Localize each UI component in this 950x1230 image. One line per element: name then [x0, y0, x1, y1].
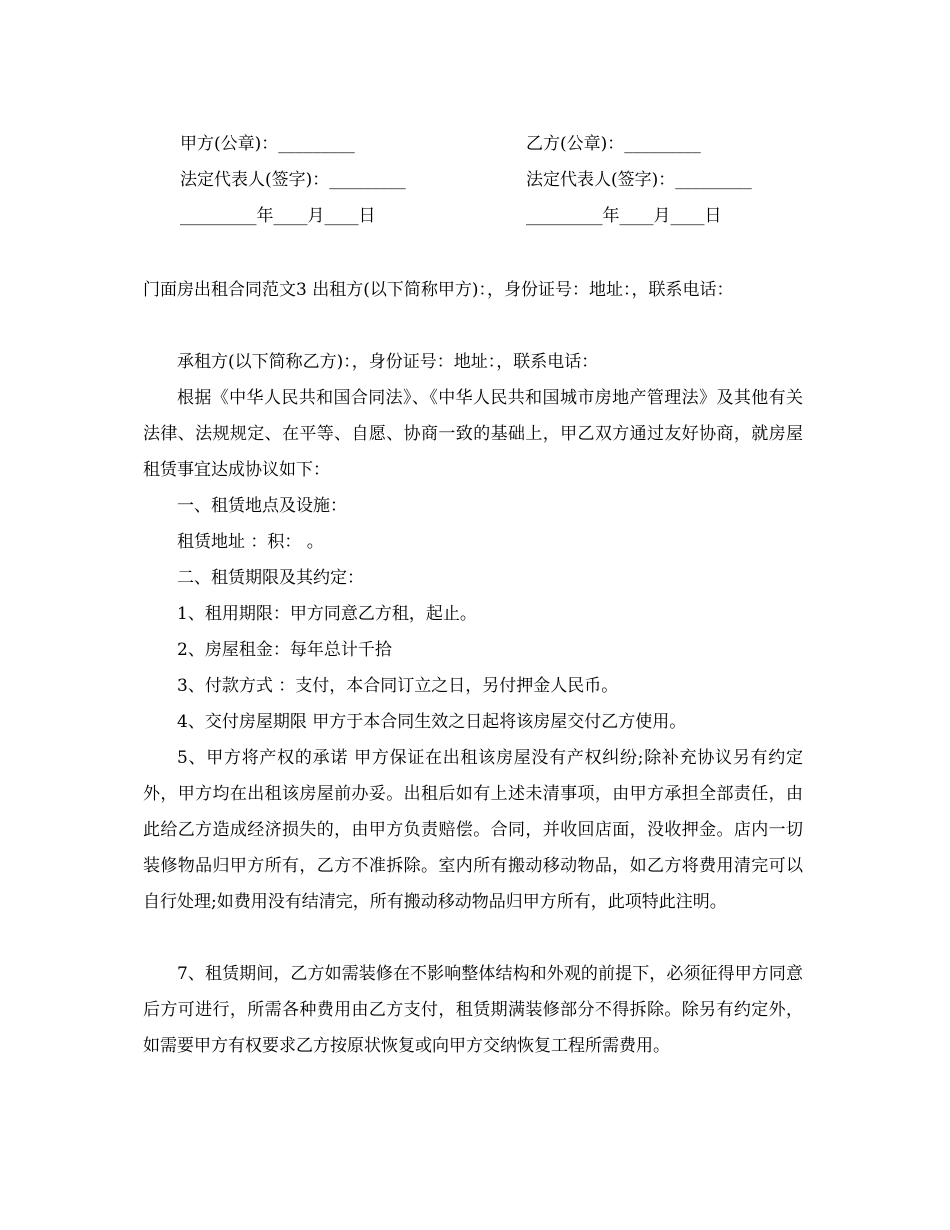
item-2: 2、房屋租金：每年总计千拾 — [177, 640, 392, 660]
lessee-line: 承租方(以下简称乙方)：，身份证号：地址：，联系电话： — [177, 352, 599, 372]
party-a-date: _________年____月____日 — [180, 206, 376, 226]
item-1: 1、租用期限：甲方同意乙方租，起止。 — [177, 604, 477, 624]
item-7: 7、租赁期间，乙方如需装修在不影响整体结构和外观的前提下，必须征得甲方同意后方可进行，所需各种费用由乙方支付，租赁期满装修部分不得拆除。除另有约定外，如需要甲方有权要求乙方按原状恢复或向甲方交纳恢复工程所需费用。 — [143, 964, 803, 1056]
party-b-representative: 法定代表人(签字)：_________ — [526, 170, 752, 190]
party-b-date: _________年____月____日 — [526, 206, 722, 226]
section1-heading: 一、租赁地点及设施： — [177, 496, 347, 516]
item-3: 3、付款方式 ：支付，本合同订立之日，另付押金人民币。 — [177, 676, 619, 696]
party-b-seal: 乙方(公章)：_________ — [526, 134, 701, 154]
section2-heading: 二、租赁期限及其约定： — [177, 568, 364, 588]
item-4: 4、交付房屋期限 甲方于本合同生效之日起将该房屋交付乙方使用。 — [177, 712, 687, 732]
section1-address: 租赁地址 ：积： 。 — [177, 532, 324, 552]
party-a-seal: 甲方(公章)：_________ — [180, 134, 355, 154]
item-5: 5、甲方将产权的承诺 甲方保证在出租该房屋没有产权纠纷;除补充协议另有约定外，甲方均在出租该房屋前办妥。出租后如有上述未清事项，由甲方承担全部责任，由此给乙方造成经济损失的，由甲方负责赔偿。合同，并收回店面，没收押金。店内一切装修物品归甲方所有，乙方不准拆除。室内所有搬动移动物品，如乙方将费用清完可以自行处理;如费用没有结清完，所有搬动移动物品归甲方所有，此项特此注明。 — [143, 748, 803, 912]
contract-title-lessor: 门面房出租合同范文3 出租方(以下简称甲方)：，身份证号：地址：，联系电话： — [143, 280, 734, 300]
party-a-representative: 法定代表人(签字)：_________ — [180, 170, 406, 190]
contract-basis: 根据《中华人民共和国合同法》、《中华人民共和国城市房地产管理法》及其他有关法律、法规规定、在平等、自愿、协商一致的基础上，甲乙双方通过友好协商，就房屋租赁事宜达成协议如下： — [143, 388, 803, 480]
